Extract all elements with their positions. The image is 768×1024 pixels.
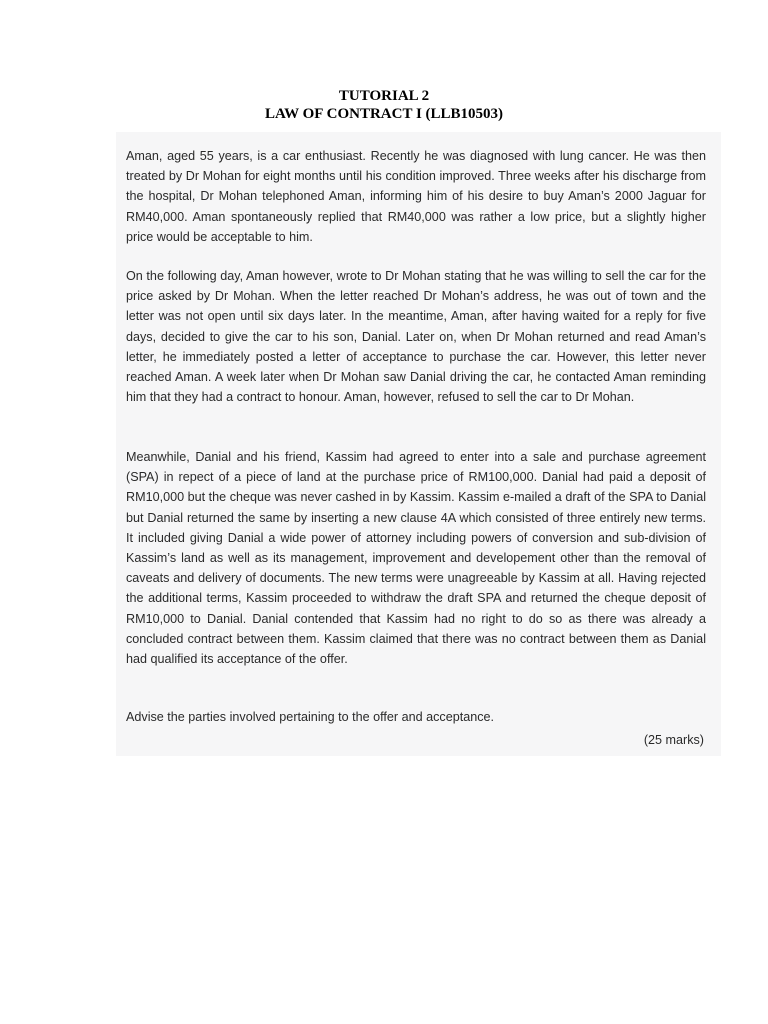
question-paragraph-2: On the following day, Aman however, wrote to Dr Mohan stating that he was willing to sell the car for the price asked by Dr Mohan. When the letter reached Dr Mohan’s address, he was out of town and the letter was not open until six days later. In the meantime, Aman, after having waited for a reply for five days, decided to give the car to his son, Danial. Later on, when Dr Mohan returned and read Aman’s letter, he immediately posted a letter of acceptance to purchase the car. However, this letter never reached Aman. A week later when Dr Mohan saw Danial driving the car, he contacted Aman reminding him that they had a contract to honour. Aman, however, refused to sell the car to Dr Mohan.	[126, 269, 706, 405]
page-title: TUTORIAL 2	[338, 88, 430, 104]
question-instruction: Advise the parties involved pertaining to the offer and acceptance.	[126, 710, 495, 724]
question-paragraph-1: Aman, aged 55 years, is a car enthusiast. Recently he was diagnosed with lung cancer. He was then treated by Dr Mohan for eight months until his condition improved. Three weeks after his discharge from the hospital, Dr Mohan telephoned Aman, informing him of his desire to buy Aman’s 2000 Jaguar for RM40,000. Aman spontaneously replied that RM40,000 was rather a low price, but a slightly higher price would be acceptable to him.	[126, 149, 706, 244]
marks-allocation: (25 marks)	[643, 733, 704, 747]
course-subtitle: LAW OF CONTRACT I (LLB10503)	[264, 106, 504, 122]
question-paragraph-3: Meanwhile, Danial and his friend, Kassim had agreed to enter into a sale and purchase agreement (SPA) in repect of a piece of land at the purchase price of RM100,000. Danial had paid a deposit of RM10,000 but the cheque was never cashed in by Kassim. Kassim e-mailed a draft of the SPA to Danial but Danial returned the same by inserting a new clause 4A which consisted of three entirely new terms. It included giving Danial a wide power of attorney including powers of conversion and sub-division of Kassim’s land as well as its management, improvement and developement other than the removal of caveats and delivery of documents. The new terms were unagreeable by Kassim at all. Having rejected the additional terms, Kassim proceeded to withdraw the draft SPA and returned the cheque deposit of RM10,000 to Danial. Danial contended that Kassim had no right to do so as there was already a concluded contract between them. Kassim claimed that there was no contract between them as Danial had qualified its acceptance of the offer.	[126, 450, 706, 667]
